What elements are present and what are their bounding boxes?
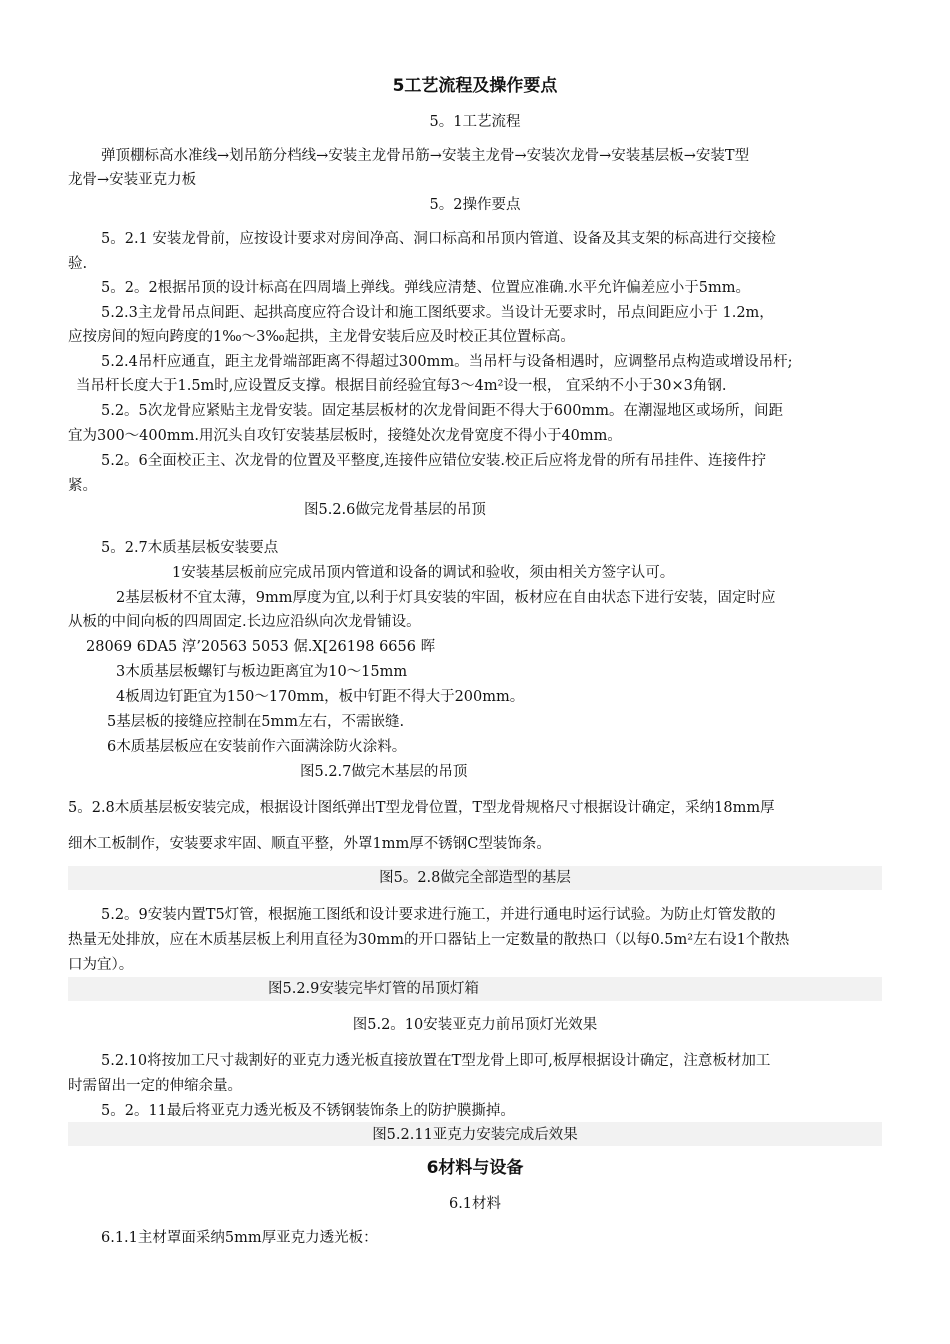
paragraph-5-2-2: 5。2。2根据吊顶的设计标高在四周墙上弹线。弹线应清楚、位置应准确.水平允许偏差应小于5mm。 (101, 280, 751, 296)
paragraph-5-2-4-line-2: 当吊杆长度大于1.5m时,应设置反支撑。根据目前经验宜每3～4m²设一根， 宜采纳不小于30×3角钢. (76, 378, 727, 394)
item-5-2-7-3: 3木质基层板螺钉与板边距离宜为10～15mm (116, 664, 408, 680)
paragraph-5-2-7-title: 5。2.7木质基层板安装要点 (101, 540, 279, 556)
figure-caption-5-2-7: 图5.2.7做完木基层的吊顶 (300, 764, 468, 780)
paragraph-5-2-11: 5。2。11最后将亚克力透光板及不锈钢装饰条上的防护膜撕掉。 (101, 1103, 515, 1119)
figure-caption-5-2-9: 图5.2.9安装完毕灯管的吊顶灯箱 (268, 981, 479, 997)
paragraph-5-2-6-line-2: 紧。 (68, 478, 97, 494)
process-flow-line-2: 龙骨→安装亚克力板 (68, 172, 197, 188)
item-5-2-7-2-line-2: 从板的中间向板的四周固定.长边应沿纵向次龙骨铺设。 (68, 614, 421, 630)
subsection-title-5-1: 5。1工艺流程 (429, 114, 521, 130)
figure-caption-5-2-10: 图5.2。10安装亚克力前吊顶灯光效果 (352, 1017, 598, 1033)
figure-caption-5-2-11: 图5.2.11亚克力安装完成后效果 (372, 1127, 578, 1143)
item-5-2-7-1: 1安装基层板前应完成吊顶内管道和设备的调试和验收，须由相关方签字认可。 (172, 565, 675, 581)
paragraph-5-2-4-line-1: 5.2.4吊杆应通直，距主龙骨端部距离不得超过300mm。当吊杆与设备相遇时，应调整吊点构造或增设吊杆; (101, 354, 793, 370)
item-5-2-7-4: 4板周边钉距宜为150～170mm，板中钉距不得大于200mm。 (116, 689, 525, 705)
garbled-text-line: 28069 6DA5 淳’20563 5053 倨.X[26198 6656 晖 (86, 639, 436, 655)
paragraph-5-2-5-line-1: 5.2。5次龙骨应紧贴主龙骨安装。固定基层板材的次龙骨间距不得大于600mm。在潮湿地区或场所，间距 (101, 403, 783, 419)
paragraph-5-2-10-line-2: 时需留出一定的伸缩余量。 (68, 1078, 242, 1094)
figure-caption-5-2-8: 图5。2.8做完全部造型的基层 (379, 870, 571, 886)
paragraph-5-2-9-line-2: 热量无处排放，应在木质基层板上利用直径为30mm的开口器钻上一定数量的散热口（以每0.5m²左右设1个散热 (68, 932, 790, 948)
section-heading-5: 5工艺流程及操作要点 (392, 76, 558, 96)
paragraph-5-2-10-line-1: 5.2.10将按加工尺寸裁割好的亚克力透光板直接放置在T型龙骨上即可,板厚根据设计确定，注意板材加工 (101, 1053, 771, 1069)
paragraph-6-1-1: 6.1.1主材罩面采纳5mm厚亚克力透光板： (101, 1230, 378, 1246)
process-flow-line-1: 弹顶棚标高水准线→划吊筋分档线→安装主龙骨吊筋→安装主龙骨→安装次龙骨→安装基层板→安装T型 (101, 148, 750, 164)
paragraph-5-2-1-line-1: 5。2.1 安装龙骨前，应按设计要求对房间净高、洞口标高和吊顶内管道、设备及其支架的标高进行交接检 (101, 231, 776, 247)
paragraph-5-2-8-line-2: 细木工板制作，安装要求牢固、顺直平整，外罩1mm厚不锈钢C型装饰条。 (68, 836, 551, 852)
paragraph-5-2-1-line-2: 验. (68, 256, 88, 272)
paragraph-5-2-9-line-3: 口为宜）。 (68, 957, 134, 973)
item-5-2-7-5: 5基层板的接缝应控制在5mm左右，不需嵌缝. (107, 714, 405, 730)
paragraph-5-2-3-line-1: 5.2.3主龙骨吊点间距、起拱高度应符合设计和施工图纸要求。当设计无要求时，吊点间距应小于 1.2m， (101, 305, 774, 321)
item-5-2-7-2-line-1: 2基层板材不宜太薄，9mm厚度为宜,以利于灯具安装的牢固，板材应在自由状态下进行安装，固定时应 (116, 590, 776, 606)
figure-caption-5-2-6: 图5.2.6做完龙骨基层的吊顶 (304, 502, 486, 518)
paragraph-5-2-8-line-1: 5。2.8木质基层板安装完成，根据设计图纸弹出T型龙骨位置，T型龙骨规格尺寸根据设计确定，采纳18mm厚 (68, 800, 775, 816)
paragraph-5-2-6-line-1: 5.2。6全面校正主、次龙骨的位置及平整度,连接件应错位安装.校正后应将龙骨的所有吊挂件、连接件拧 (101, 453, 766, 469)
paragraph-5-2-5-line-2: 宜为300～400mm.用沉头自攻钉安装基层板时，接缝处次龙骨宽度不得小于40mm。 (68, 428, 622, 444)
subsection-title-6-1: 6.1材料 (448, 1196, 502, 1212)
paragraph-5-2-9-line-1: 5.2。9安装内置T5灯管，根据施工图纸和设计要求进行施工，并进行通电时运行试验。为防止灯管发散的 (101, 907, 776, 923)
subsection-title-5-2: 5。2操作要点 (429, 197, 521, 213)
item-5-2-7-6: 6木质基层板应在安装前作六面满涂防火涂料。 (107, 739, 407, 755)
section-heading-6: 6材料与设备 (426, 1158, 524, 1178)
paragraph-5-2-3-line-2: 应按房间的短向跨度的1‰～3‰起拱，主龙骨安装后应及时校正其位置标高。 (68, 329, 575, 345)
